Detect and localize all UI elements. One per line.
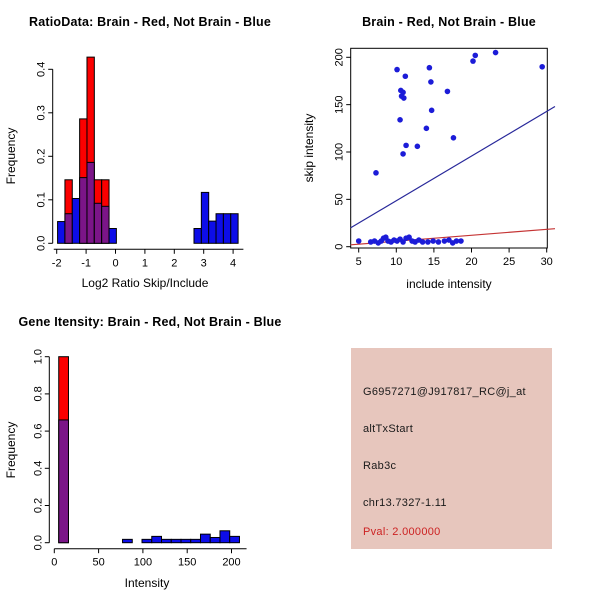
gene-intensity-histogram-panel — [0, 300, 300, 600]
hist-bar-blue — [162, 539, 172, 542]
y-axis-title: Frequency — [4, 127, 18, 185]
scatter-point — [394, 67, 400, 73]
y-tick-label: 0.1 — [35, 192, 48, 208]
scatter-point — [428, 79, 434, 85]
scatter-point — [429, 108, 435, 114]
y-tick-label: 50 — [333, 193, 346, 206]
x-tick-label: 2 — [171, 257, 178, 270]
scatter-point — [539, 64, 545, 70]
intensity-scatter-panel — [300, 0, 600, 300]
scatter-point — [424, 126, 430, 132]
hist-bar-blue — [209, 221, 216, 243]
scatter-point — [400, 151, 406, 157]
plot-frame — [351, 48, 548, 248]
chart-title: Brain - Red, Not Brain - Blue — [362, 15, 536, 29]
y-tick-label: 150 — [333, 95, 346, 114]
x-tick-label: 30 — [540, 256, 553, 268]
x-tick-label: 0 — [112, 257, 119, 270]
hist-bar-blue — [171, 539, 181, 542]
scatter-point — [472, 53, 478, 59]
hist-bar-blue — [223, 214, 230, 244]
probe-id-text: G6957271@J917817_RC@j_at — [363, 386, 526, 398]
scatter-point — [445, 89, 451, 95]
y-axis-title: skip intensity — [302, 113, 316, 183]
scatter-point — [373, 170, 379, 176]
scatter-point — [403, 143, 409, 149]
hist-bar-overlap — [102, 206, 109, 243]
x-axis-title: Intensity — [124, 576, 170, 590]
hist-bar-blue — [220, 531, 230, 543]
hist-bar-overlap — [65, 214, 72, 244]
x-tick-label: 10 — [390, 256, 403, 268]
y-tick-label: 0.0 — [32, 535, 45, 551]
y-tick-label: 100 — [333, 142, 346, 162]
y-tick-label: 0.0 — [35, 235, 48, 251]
scatter-point — [427, 65, 433, 71]
pval-text: Pval: 2.000000 — [363, 526, 441, 538]
scatter-point — [397, 117, 403, 123]
x-tick-label: 1 — [141, 257, 148, 270]
hist-bar-overlap — [80, 178, 87, 244]
scatter-point — [420, 239, 426, 245]
y-tick-label: 0.2 — [35, 148, 48, 164]
scatter-point — [415, 144, 421, 150]
hist-bar-blue — [152, 536, 162, 542]
y-tick-label: 0.4 — [32, 460, 45, 476]
hist-bar-blue — [200, 534, 210, 543]
x-tick-label: 0 — [51, 556, 58, 569]
y-tick-label: 0.6 — [32, 423, 45, 439]
scatter-point — [493, 50, 499, 56]
gene-name-text: Rab3c — [363, 460, 397, 472]
x-tick-label: 100 — [133, 556, 153, 569]
y-tick-label: 0.8 — [32, 386, 45, 402]
hist-bar-blue — [142, 539, 152, 542]
x-tick-label: -1 — [81, 257, 91, 270]
scatter-point — [425, 239, 431, 245]
scatter-point — [401, 95, 407, 101]
event-type-text: altTxStart — [363, 423, 414, 435]
y-tick-label: 200 — [333, 48, 346, 67]
x-axis-title: include intensity — [406, 277, 492, 291]
hist-bar-blue — [123, 539, 133, 542]
y-tick-label: 1.0 — [32, 349, 45, 365]
fit-line — [351, 107, 555, 228]
hist-bar-overlap — [59, 420, 69, 543]
hist-bar-blue — [72, 198, 79, 243]
hist-bar-blue — [194, 229, 201, 244]
hist-bar-blue — [191, 539, 201, 542]
scatter-point — [470, 58, 476, 64]
x-tick-label: 25 — [502, 256, 516, 268]
x-tick-label: 20 — [465, 256, 478, 268]
x-tick-label: 200 — [222, 556, 241, 569]
hist-bar-blue — [210, 537, 220, 542]
y-tick-label: 0.4 — [35, 61, 48, 77]
x-axis-title: Log2 Ratio Skip/Include — [81, 276, 209, 290]
y-axis-title: Frequency — [4, 421, 18, 479]
x-tick-label: 5 — [355, 256, 362, 268]
scatter-point — [458, 238, 464, 244]
hist-bar-blue — [109, 229, 116, 244]
chart-title: Gene Itensity: Brain - Red, Not Brain - Blue — [18, 315, 282, 329]
x-tick-label: 150 — [178, 556, 197, 569]
hist-bar-overlap — [87, 162, 94, 243]
hist-bar-blue — [58, 222, 65, 244]
hist-bar-blue — [230, 536, 240, 542]
scatter-point — [356, 238, 362, 244]
scatter-point — [430, 238, 436, 244]
y-tick-label: 0.2 — [32, 497, 45, 514]
hist-bar-blue — [181, 539, 191, 542]
x-tick-label: 3 — [200, 257, 207, 270]
scatter-point — [451, 135, 457, 141]
hist-bar-blue — [201, 192, 208, 243]
ratio-histogram-panel — [0, 0, 300, 300]
hist-bar-overlap — [94, 203, 101, 243]
x-tick-label: 50 — [92, 556, 105, 569]
y-tick-label: 0 — [333, 243, 346, 250]
hist-bar-blue — [216, 214, 223, 244]
scatter-point — [436, 239, 442, 245]
x-tick-label: 15 — [427, 256, 441, 268]
locus-text: chr13.7327-1.11 — [363, 497, 447, 509]
gene-info-panel — [351, 348, 552, 549]
hist-bar-blue — [231, 214, 238, 244]
chart-title: RatioData: Brain - Red, Not Brain - Blue — [28, 15, 272, 29]
scatter-point — [403, 73, 409, 79]
x-tick-label: 4 — [230, 257, 237, 270]
x-tick-label: -2 — [51, 257, 62, 270]
y-tick-label: 0.3 — [35, 105, 48, 121]
